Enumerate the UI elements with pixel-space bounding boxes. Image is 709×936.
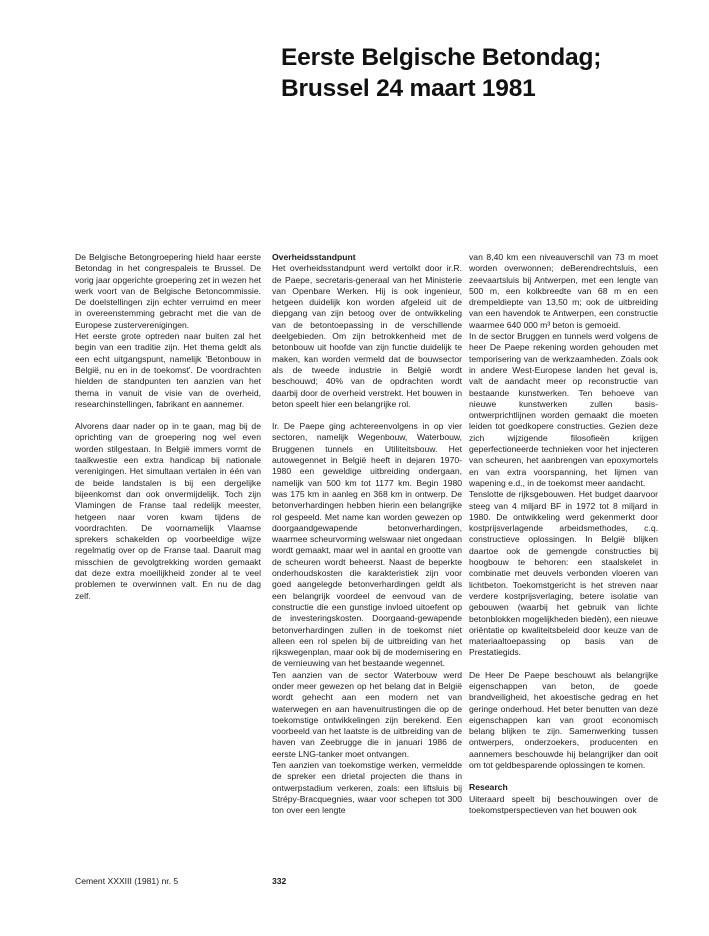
title-line-1: Eerste Belgische Betondag; [281,44,602,71]
section-heading: Overheidsstandpunt [272,252,356,262]
paragraph: In de sector Bruggen en tunnels werd volgens de heer De Paepe rekening worden gehouden met temporisering van de werkzaamheden. Zoals ook in andere West-Europese landen het geval is, valt de aandacht meer op reconstructie van bestaande kunstwerken. Ten behoeve van nieuwe kunstwerken zullen basis-ontwerprichtlijnen worden gemaakt die moeten leiden tot goedkopere constructies. Gezien deze zich wijzigende filosofieën krijgen geperfectioneerde technieken voor het injecteren van scheuren, het aanbrengen van epoxymortels en van extra voorspanning, het lijmen van wapening e.d., in de toekomst meer aandacht. [469,331,658,488]
paragraph: Ir. De Paepe ging achtereenvolgens in op vier sectoren, namelijk Wegenbouw, Waterbouw, Bruggenen tunnels en Utiliteitsbouw. Het autowegennet in België heeft in dejaren 1970-1980 een geweldige uitbreiding ondergaan, namelijk van 500 km tot 1177 km. Begin 1980 was 175 km in aanleg en 368 km in ontwerp. De betonverhardingen hebben hierin een belangrijke rol gespeeld. Met name kan worden gewezen op doorgaandgewapende betonverhardingen, waarmee scheurvorming welswaar niet ongedaan wordt gemaakt, maar wel in aantal en grootte van de scheuren wordt beheerst. Naast de beperkte onderhoudskosten die karakteristiek zijn voor goed aangelegde betonverhardingen geldt als een belangrijk voordeel de eenvoud van de constructie die een gunstige invloed uitoefent op de investeringskosten. Doorgaand-gewapende betonverhardingen zullen in de toekomst niet alleen een rol spelen bij de uitbreiding van het rijkswegenplan, maar ook bij de modernisering en de vernieuwing van het bestaande wegennet. [272,421,462,669]
paragraph: Het eerste grote optreden naar buiten zal het begin van een traditie zijn. Het thema geldt als een echt uitgangspunt, namelijk 'Betonbouw in België, nu en in de toekomst'. De voordrachten hielden de standpunten ten aanzien van het thema in vanuit de visie van de overheid, researchinstellingen, fabrikant en aannemer. [75,331,261,409]
paragraph: Ten aanzien van de sector Waterbouw werd onder meer gewezen op het belang dat in België wordt gehecht aan een modern net van waterwegen en aan havenuitrustingen die op de toekomstige ontwikkelingen zijn berekend. Een voorbeeld van het laatste is de uitbreiding van de haven van Zeebrugge die in januari 1986 de eerste LNG-tanker moet ontvangen. [272,669,462,759]
section-heading: Research [469,782,508,793]
paragraph: Ten aanzien van toekomstige werken, vermeldde de spreker een drietal projecten die thans in ontwerpstadium verkeren, zoals: een liftsluis bij Strépy-Bracquegnies, waar voor schepen tot 300 ton over een lengte [272,760,462,816]
paragraph: De Belgische Betongroepering hield haar eerste Betondag in het congrespaleis te Brussel. De vorig jaar opgerichte groepering zet in wezen het werk voort van de Belgische Betoncommissie. De doelstellingen zijn echter verruimd en meer in overeenstemming gebracht met die van de Europese zusterverenigingen. [75,252,261,330]
paragraph: Uiteraard speelt bij beschouwingen over de toekomstperspectieven van het bouwen ook [469,793,658,815]
journal-reference: Cement XXXIII (1981) nr. 5 [75,876,179,886]
paragraph: Tenslotte de rijksgebouwen. Het budget daarvoor steeg van 4 miljard BF in 1972 tot 8 miljard in 1980. De ontwikkeling werd gekenmerkt door kostprijsverlagende arbeidsmethodes, c.q. constructieve oplossingen. In België blijken daartoe ook de gemengde constructies bij hoogbouw te behoren: een staalskelet in combinatie met deuvels verbonden vloeren van lichtbeton. Toekomstgericht is het streven naar verdere kostprijsverlaging, betere isolatie van gebouwen (waarbij het gebruik van lichte betonblokken mogelijkheden biedèn), een nieuwe oriëntatie op kwaliteitsbeleid door keuze van de materiaaltoepassing op basis van de Prestatiegids. [469,489,658,658]
column-2 [272,252,462,817]
paragraph: Alvorens daar nader op in te gaan, mag bij de oprichting van de groepering nog wel even worden stilgestaan. In België immers vormt de taalkwestie een extra handicap bij nationale verenigingen. Het simultaan vertalen in één van de beide landstalen is bij een dergelijke bijeenkomst dan ook onvermijdelijk. Toch zijn Vlamingen de Franse taal redelijk meester, hetgeen naar voren kwam tijdens de voordrachten. De voornamelijk Vlaamse sprekers schakelden op voorbeeldige wijze regelmatig over op de Franse taal. Daaruit mag misschien de gevolgtrekking worden gemaakt dat deze extra moeilijkheid zonder al te veel problemen te overwinnen valt. En nu de dag zelf. [75,421,261,601]
column-3 [469,252,658,816]
title-line-2: Brussel 24 maart 1981 [281,75,536,102]
paragraph: Het overheidsstandpunt werd vertolkt door ir.R. de Paepe, secretaris-generaal van het Ministerie van Openbare Werken. Hij is ook ingenieur, hetgeen duidelijk kon worden afgeleid uit de diepgang van zijn betoog over de ontwikkeling van de betontoepassing in de verschillende deelgebieden. Om zijn betrokkenheid met de betonbouw uit hoofde van zijn functie duidelijk te maken, kan worden vermeld dat de bouwsector als de tweede industrie in België wordt beschouwd; 40% van de opdrachten wordt daarbij door de overheid verstrekt. Het bouwen in beton speelt hier een belangrijke rol. [272,263,462,409]
paragraph: van 8,40 km een niveauverschil van 73 m moet worden overwonnen; deBerendrechtsluis, een zeevaartsluis bij Antwerpen, met een lengte van 500 m, een kolkbreedte van 68 m en een drempeldiepte van 13,50 m; ook de uitbreiding van een havendok te Antwerpen, een constructie waarmee 640 000 m³ beton is gemoeid. [469,252,658,330]
page-number: 332 [272,876,287,886]
paragraph: De Heer De Paepe beschouwt als belangrijke eigenschappen van beton, de goede brandveiligheid, het akoestische gedrag en het geringe onderhoud. Het beter benutten van deze eigenschappen kan van groot economisch belang blijken te zijn. Samenwerking tussen ontwerpers, onderzoekers, producenten en aannemers beschouwde hij belangrijker dan ooit om tot geldbesparende oplossingen te komen. [469,669,658,771]
column-1 [75,252,261,602]
article-title [281,42,681,104]
